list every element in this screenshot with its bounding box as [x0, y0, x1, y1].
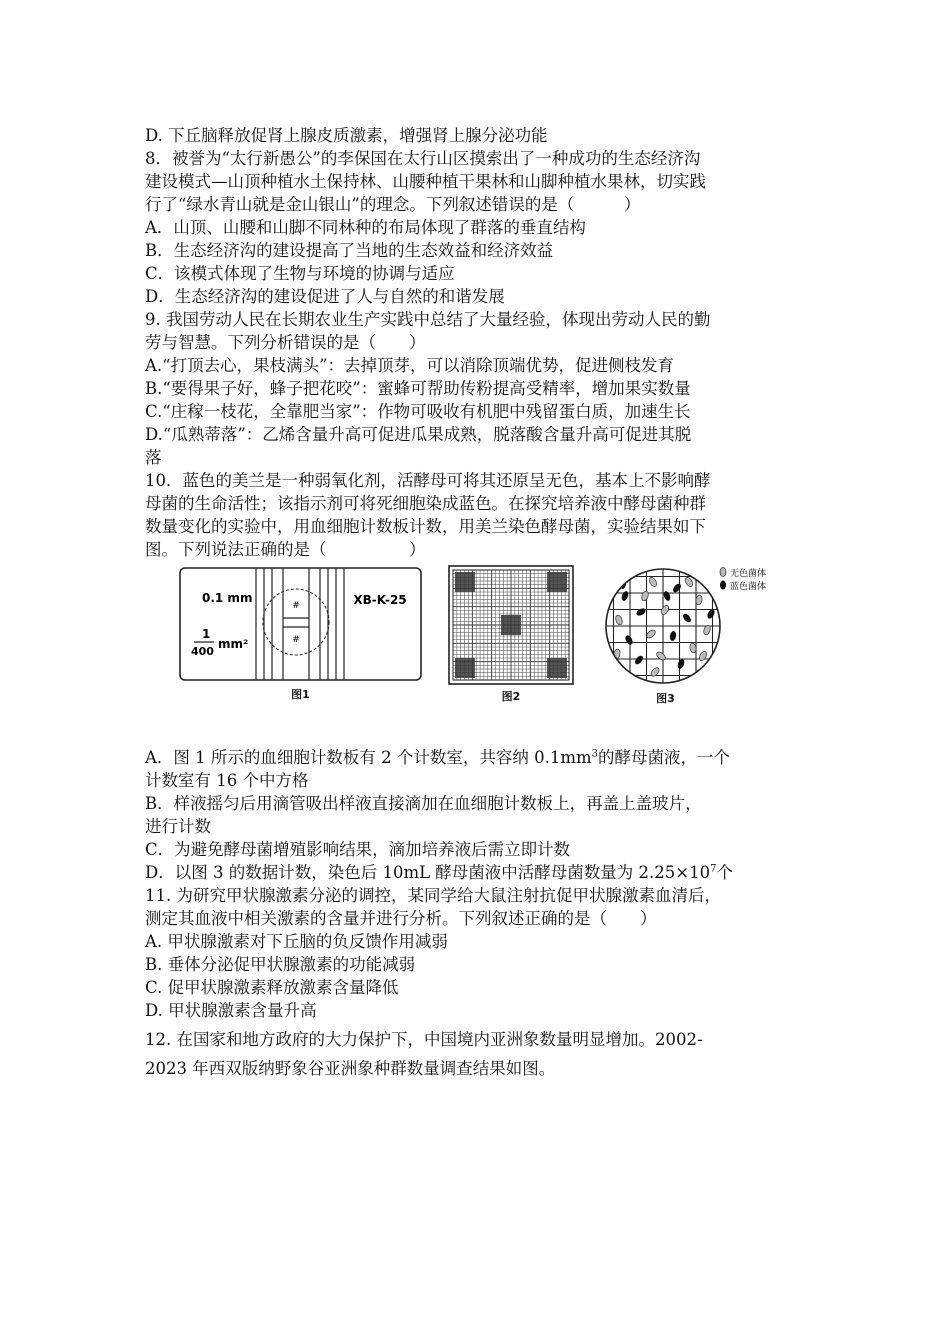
q10-stem-4: 图。下列说法正确的是（ ） [145, 540, 426, 559]
q9-option-b: B.“要得果子好，蜂子把花咬”：蜜蜂可帮助传粉提高受精率，增加果实数量 [145, 379, 691, 398]
q10-option-b: B．样液摇匀后用滴管吸出样液直接滴加在血细胞计数板上，再盖上盖玻片， [145, 794, 702, 813]
fig1-mark-bottom: # [292, 635, 300, 645]
q8-option-c: C．该模式体现了生物与环境的协调与适应 [145, 264, 455, 283]
q10-option-c: C．为避免酵母菌增殖影响结果，滴加培养液后需立即计数 [145, 840, 571, 859]
q10-option-d-text-2: 个 [716, 863, 733, 882]
q9-option-d-cont: 落 [145, 448, 162, 467]
q8-stem-2: 建设模式—山顶种植水土保持林、山腰种植干果林和山脚种植水果林，切实践 [145, 172, 706, 191]
q11-option-c: C. 促甲状腺激素释放激素含量降低 [145, 978, 399, 997]
counting-grid-diagram [447, 564, 575, 686]
q11-stem-2: 测定其血液中相关激素的含量并进行分析。下列叙述正确的是（ ） [145, 909, 657, 928]
q9-option-a: A.“打顶去心，果枝满头”：去掉顶芽，可以消除顶端优势，促进侧枝发育 [145, 356, 675, 375]
q10-option-a [145, 746, 815, 769]
q10-option-a-text-1: A．图 1 所示的血细胞计数板有 2 个计数室，共容纳 0.1mm [145, 748, 592, 767]
q10-option-d [145, 861, 815, 884]
fig1-mark-top: # [292, 601, 300, 611]
q10-option-d-sup: 7 [710, 863, 717, 875]
q9-stem-2: 劳与智慧。下列分析错误的是（ ） [145, 333, 426, 352]
q10-option-a-text-2: 的酵母菌液，一个 [598, 748, 731, 767]
q10-stem-2: 母菌的生命活性；该指示剂可将死细胞染成蓝色。在探究培养液中酵母菌种群 [145, 494, 706, 513]
stained-cells-diagram [603, 564, 803, 688]
q10-option-a-cont: 计数室有 16 个中方格 [145, 771, 309, 790]
hemocytometer-diagram [178, 564, 423, 684]
q11-option-d: D. 甲状腺激素含量升高 [145, 1001, 317, 1020]
q10-stem-3: 数量变化的实验中，用血细胞计数板计数，用美兰染色酵母菌，实验结果如下 [145, 517, 706, 536]
q11-stem-1: 11. 为研究甲状腺激素分泌的调控，某同学给大鼠注射抗促甲状腺激素血清后， [145, 886, 721, 905]
q10-option-d-text-1: D．以图 3 的数据计数，染色后 10mL 酵母菌液中活酵母菌数量为 2.25×10 [145, 863, 711, 882]
q9-option-c: C.“庄稼一枝花，全靠肥当家”：作物可吸收有机肥中残留蛋白质，加速生长 [145, 402, 691, 421]
legend-colorless-icon [720, 568, 726, 577]
q11-option-a: A. 甲状腺激素对下丘脑的负反馈作用减弱 [145, 932, 448, 951]
q12-stem-2: 2023 年西双版纳野象谷亚洲象种群数量调查结果如图。 [145, 1059, 556, 1078]
fig1-model-label: XB-K-25 [353, 593, 407, 607]
q8-option-a: A．山顶、山腰和山脚不同林种的布局体现了群落的垂直结构 [145, 218, 586, 237]
q10-stem-1: 10．蓝色的美兰是一种弱氧化剂，活酵母可将其还原呈无色，基本上不影响酵 [145, 471, 711, 490]
q9-stem-1: 9. 我国劳动人民在长期农业生产实践中总结了大量经验，体现出劳动人民的勤 [145, 310, 711, 329]
legend-blue-label: 蓝色菌体 [730, 582, 767, 592]
legend-blue-icon [720, 581, 726, 590]
q10-option-a-sup: 3 [591, 748, 599, 760]
figure-3-label: 图3 [656, 692, 675, 705]
q9-option-d: D.“瓜熟蒂落”：乙烯含量升高可促进瓜果成熟，脱落酸含量升高可促进其脱 [145, 425, 692, 444]
q12-stem-1: 12. 在国家和地方政府的大力保护下，中国境内亚洲象数量明显增加。2002- [145, 1030, 703, 1049]
q10-figures [145, 564, 815, 722]
exam-page [145, 124, 815, 1080]
legend-colorless-label: 无色菌体 [730, 569, 767, 579]
fig1-frac-den: 400 [191, 645, 214, 658]
fig1-frac-num: 1 [202, 627, 211, 641]
figure-1-label: 图1 [291, 688, 310, 701]
q11-option-b: B. 垂体分泌促甲状腺激素的功能减弱 [145, 955, 416, 974]
q10-option-b-cont: 进行计数 [145, 817, 211, 836]
q7-option-d: D. 下丘脑释放促肾上腺皮质激素，增强肾上腺分泌功能 [145, 126, 548, 145]
figure-2 [447, 564, 575, 704]
fig1-frac-unit: mm² [218, 637, 249, 651]
figure-2-label: 图2 [501, 690, 521, 703]
q8-option-b: B．生态经济沟的建设提高了当地的生态效益和经济效益 [145, 241, 554, 260]
q8-stem-3: 行了“绿水青山就是金山银山”的理念。下列叙述错误的是（ ） [145, 195, 641, 214]
figure-3 [603, 564, 803, 706]
q8-stem-1: 8．被誉为“太行新愚公”的李保国在太行山区摸索出了一种成功的生态经济沟 [145, 149, 701, 168]
figure-1 [178, 564, 423, 702]
fig1-dim-label: 0.1 mm [202, 591, 253, 605]
q8-option-d: D．生态经济沟的建设促进了人与自然的和谐发展 [145, 287, 505, 306]
